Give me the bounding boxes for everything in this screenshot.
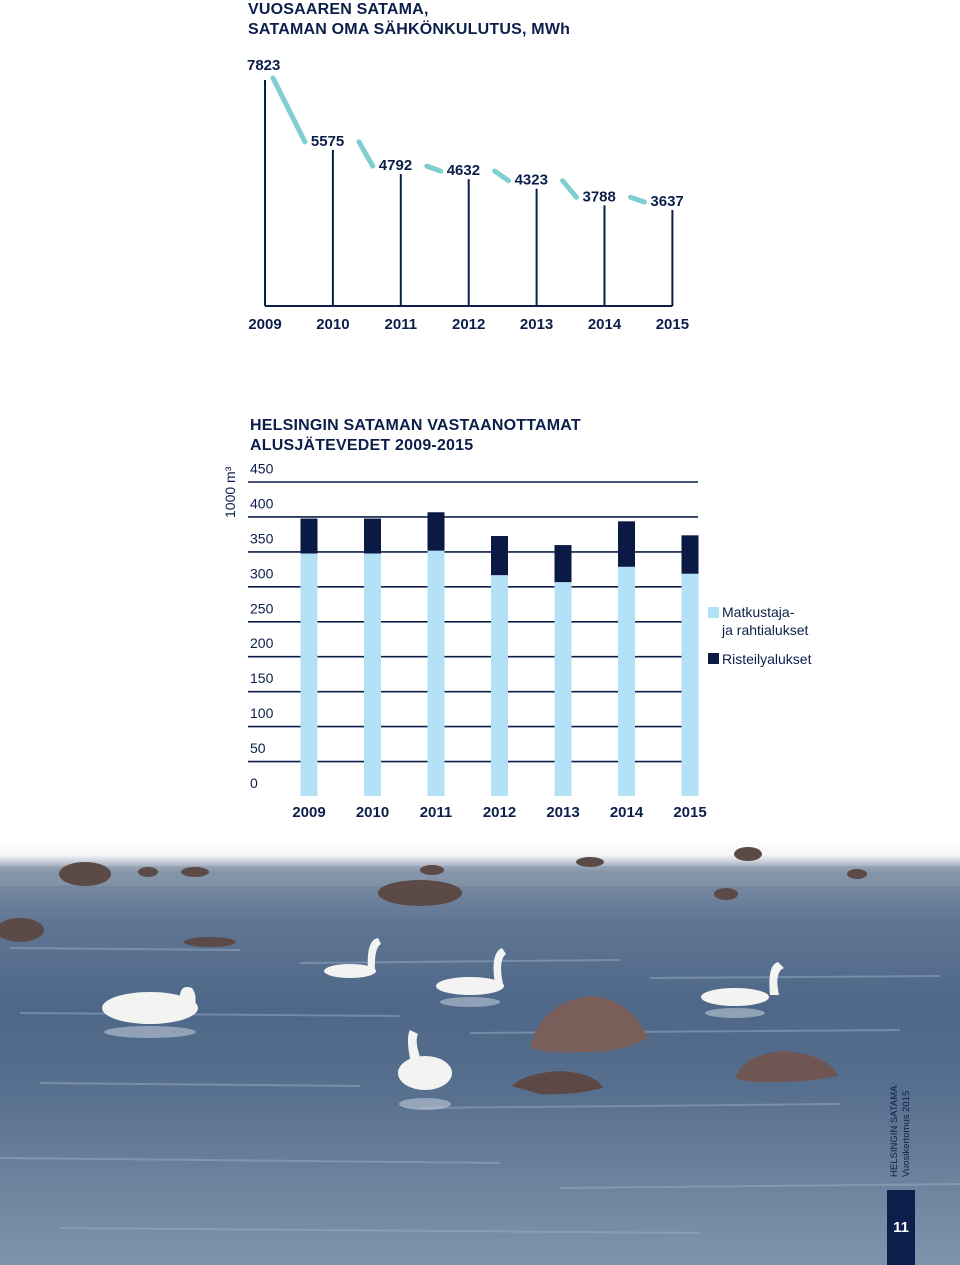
y-tick-label: 250 [250, 600, 274, 617]
x-tick-label: 2010 [316, 316, 350, 333]
footer-report-title: Vuosikertomus 2015 [901, 1090, 912, 1177]
x-tick-label: 2011 [419, 804, 453, 821]
x-tick-label: 2010 [355, 804, 390, 821]
x-tick-label: 2015 [655, 316, 690, 333]
line-segment [427, 166, 441, 171]
y-tick-label: 0 [250, 775, 258, 791]
legend-label-passenger-2: ja rahtialukset [722, 622, 809, 638]
legend-label-cruise: Risteilyalukset [722, 651, 812, 667]
legend-label-passenger: Matkustaja- [722, 604, 795, 620]
y-tick-label: 100 [250, 705, 274, 722]
data-label: 4632 [446, 162, 481, 180]
line-segment [273, 78, 305, 142]
bar-cruise [491, 536, 508, 575]
x-tick-label: 2015 [673, 804, 707, 821]
chart-title-line1: HELSINGIN SATAMAN VASTAANOTTAMAT [250, 417, 581, 434]
bar-cruise [682, 535, 699, 573]
x-tick-label: 2014 [609, 804, 644, 821]
page-number-badge [887, 1190, 915, 1265]
bar-passenger-cargo [682, 574, 699, 796]
x-tick-label: 2011 [384, 316, 418, 333]
y-axis-unit: 1000 m³ [222, 466, 238, 518]
page-number: 11 [893, 1219, 909, 1236]
y-tick-label: 350 [250, 530, 274, 547]
electricity-line-chart [0, 0, 960, 345]
data-label: 3788 [582, 188, 616, 206]
wastewater-stacked-bar-chart [0, 400, 960, 830]
line-segment [359, 142, 373, 166]
footer-publisher: HELSINGIN SATAMA [889, 1085, 900, 1177]
data-label: 3637 [650, 193, 684, 210]
y-tick-label: 200 [250, 635, 274, 652]
bar-passenger-cargo [301, 553, 318, 796]
line-segment [631, 197, 645, 202]
y-tick-label: 400 [250, 495, 274, 512]
bar-passenger-cargo [555, 582, 572, 796]
data-label: 4323 [514, 171, 548, 189]
footer-publication-info [870, 1085, 930, 1185]
y-tick-label: 150 [250, 670, 274, 687]
chart-title-line2: ALUSJÄTEVEDET 2009-2015 [250, 437, 474, 454]
bar-cruise [428, 512, 445, 550]
bar-passenger-cargo [618, 567, 635, 796]
x-tick-label: 2009 [248, 316, 282, 333]
line-segment [495, 171, 509, 181]
chart-title-line2: SATAMAN OMA SÄHKÖNKULUTUS, MWh [248, 21, 571, 38]
bar-passenger-cargo [428, 551, 445, 796]
bar-cruise [555, 545, 572, 582]
swans-sea-photo [0, 838, 960, 1265]
bar-passenger-cargo [491, 575, 508, 796]
chart-title-line1: VUOSAAREN SATAMA, [248, 1, 429, 18]
x-tick-label: 2014 [587, 316, 622, 333]
x-tick-label: 2012 [482, 804, 517, 821]
y-tick-label: 50 [250, 740, 266, 757]
bar-cruise [301, 519, 318, 554]
legend-swatch-passenger [708, 607, 719, 618]
data-label: 4792 [378, 157, 413, 175]
x-tick-label: 2013 [546, 804, 580, 821]
x-tick-label: 2013 [519, 316, 554, 333]
bar-passenger-cargo [364, 553, 381, 796]
data-label: 7823 [247, 57, 281, 74]
bar-cruise [618, 521, 635, 566]
bar-cruise [364, 519, 381, 554]
line-segment [563, 181, 577, 198]
x-tick-label: 2009 [292, 804, 326, 821]
legend-swatch-cruise [708, 653, 719, 664]
y-tick-label: 450 [250, 460, 274, 477]
y-tick-label: 300 [250, 565, 274, 582]
data-label: 5575 [310, 132, 345, 150]
x-tick-label: 2012 [452, 316, 486, 333]
